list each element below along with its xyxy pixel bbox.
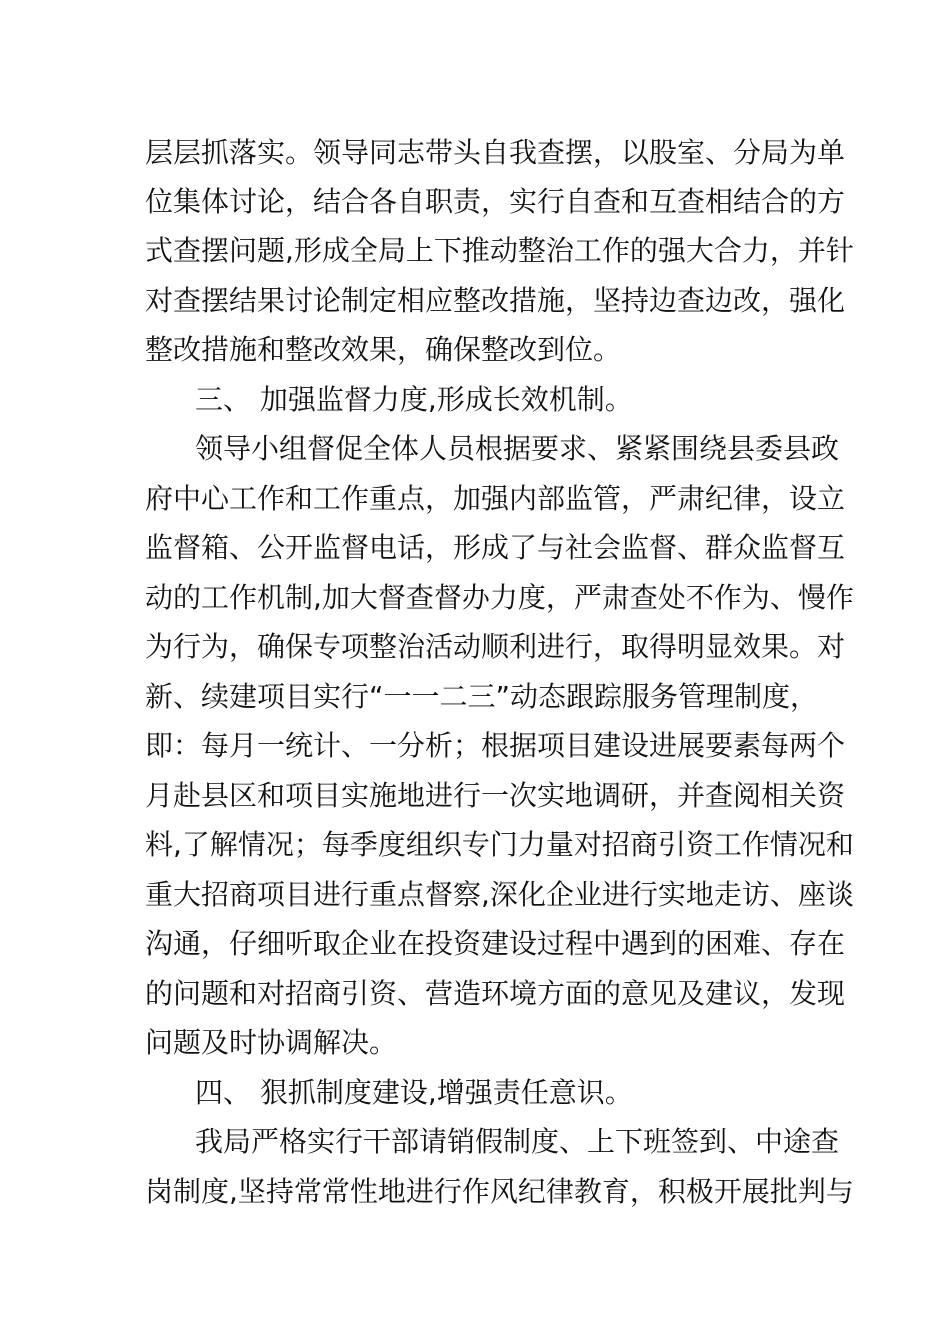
section-heading: 三、 加强监督力度,形成长效机制。 [195, 383, 633, 416]
text-line: 府中心工作和工作重点，加强内部监管，严肃纪律，设立 [145, 482, 846, 515]
text-line: 我局严格实行干部请销假制度、上下班签到、中途查 [195, 1125, 840, 1158]
text-line: 的问题和对招商引资、营造环境方面的意见及建议，发现 [145, 977, 846, 1010]
text-line: 监督箱、公开监督电话，形成了与社会监督、群众监督互 [145, 531, 846, 564]
text-line: 位集体讨论，结合各自职责，实行自查和互查相结合的方 [145, 185, 846, 218]
text-line: 料,了解情况；每季度组织专门力量对招商引资工作情况和 [145, 828, 854, 861]
text-line: 对查摆结果讨论制定相应整改措施，坚持边查边改，强化 [145, 284, 846, 317]
text-line: 问题及时协调解决。 [145, 1026, 398, 1059]
text-line: 岗制度,坚持常常性地进行作风纪律教育，积极开展批判与 [145, 1175, 854, 1208]
text-line: 月赴县区和项目实施地进行一次实地调研，并查阅相关资 [145, 779, 846, 812]
text-line: 层层抓落实。领导同志带头自我查摆，以股室、分局为单 [145, 136, 846, 169]
text-line: 领导小组督促全体人员根据要求、紧紧围绕县委县政 [195, 432, 840, 465]
text-line: 动的工作机制,加大督查督办力度，严肃查处不作为、慢作 [145, 581, 854, 614]
text-line: 为行为，确保专项整治活动顺利进行，取得明显效果。对 [145, 630, 846, 663]
text-line: 新、续建项目实行“一一二三”动态跟踪服务管理制度， [145, 680, 819, 713]
section-heading: 四、 狠抓制度建设,增强责任意识。 [195, 1076, 633, 1109]
text-line: 即：每月一统计、一分析；根据项目建设进展要素每两个 [145, 729, 846, 762]
text-line: 整改措施和整改效果，确保整改到位。 [145, 333, 622, 366]
text-line: 式查摆问题,形成全局上下推动整治工作的强大合力，并针 [145, 234, 854, 267]
text-line: 重大招商项目进行重点督察,深化企业进行实地走访、座谈 [145, 878, 854, 911]
text-line: 沟通，仔细听取企业在投资建设过程中遇到的困难、存在 [145, 927, 846, 960]
